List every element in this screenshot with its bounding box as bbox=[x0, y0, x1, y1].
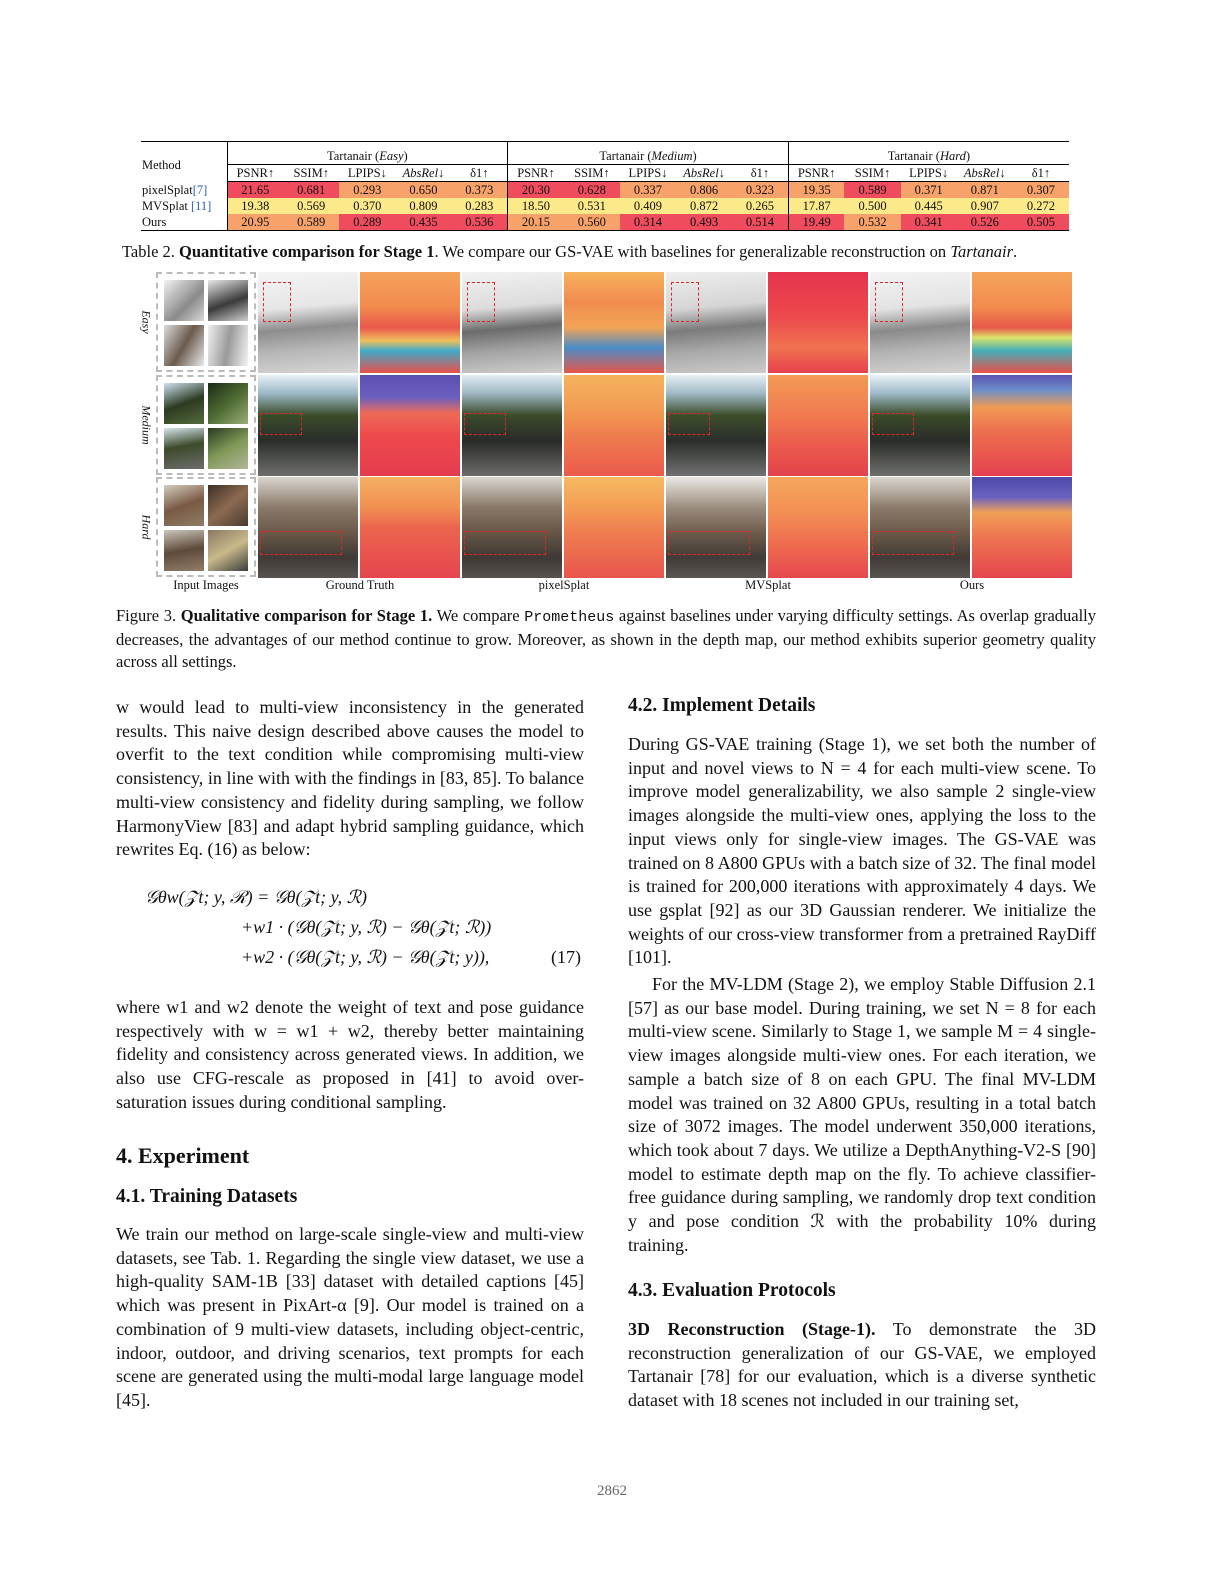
table-cell: 0.493 bbox=[676, 214, 732, 231]
highlight-box bbox=[263, 282, 291, 322]
input-thumb bbox=[164, 530, 204, 571]
rgb-tile-mvsplat-medium bbox=[666, 375, 766, 476]
table-cell: 0.809 bbox=[395, 198, 451, 214]
input-thumb bbox=[208, 428, 248, 469]
subsection-heading-evaluation: 4.3. Evaluation Protocols bbox=[628, 1280, 836, 1301]
table-cell: 0.307 bbox=[1013, 182, 1069, 199]
rgb-tile-ours-easy bbox=[870, 272, 970, 373]
equation-line-1: 𝒢θw(𝒵t; y, ℛ) = 𝒢θ(𝒵t; y, ℛ) bbox=[145, 887, 367, 907]
table-cell: 18.50 bbox=[508, 198, 564, 214]
equation-line-2: +w1 · (𝒢θ(𝒵t; y, ℛ) − 𝒢θ(𝒵t; ℛ)) bbox=[241, 917, 492, 937]
table-cell: 0.371 bbox=[901, 182, 957, 199]
equation-line-3: +w2 · (𝒢θ(𝒵t; y, ℛ) − 𝒢θ(𝒵t; y)), bbox=[241, 947, 490, 967]
highlight-box bbox=[872, 531, 954, 555]
right-paragraph-3: 3D Reconstruction (Stage-1). To demonstrate the 3D reconstruction generalization of our GS-VAE, we employed Tartanair [78] for our evaluation, which is a diverse synthetic dataset with 18 scenes not included in our training set, bbox=[628, 1319, 1096, 1411]
highlight-box bbox=[668, 531, 750, 555]
highlight-box bbox=[260, 413, 302, 435]
table-cell: 0.409 bbox=[620, 198, 676, 214]
input-thumb bbox=[164, 325, 204, 366]
highlight-box bbox=[260, 531, 342, 555]
depth-tile-gt-hard bbox=[360, 477, 460, 578]
highlight-box bbox=[464, 531, 546, 555]
input-thumb bbox=[164, 485, 204, 526]
rgb-tile-gt-hard bbox=[258, 477, 358, 578]
rgb-tile-gt-easy bbox=[258, 272, 358, 373]
table-cell: 0.370 bbox=[339, 198, 395, 214]
page-number: 2862 bbox=[597, 1483, 627, 1499]
input-thumb bbox=[208, 325, 248, 366]
table-cell: 0.681 bbox=[283, 182, 339, 199]
metric-header: PSNR↑ bbox=[788, 165, 844, 182]
table-cell: 0.806 bbox=[676, 182, 732, 199]
table-row bbox=[141, 214, 1069, 231]
depth-tile-pixelsplat-easy bbox=[564, 272, 664, 373]
table-cell: 19.35 bbox=[788, 182, 844, 199]
table-cell: 0.505 bbox=[1013, 214, 1069, 231]
col-label-ground-truth: Ground Truth bbox=[325, 578, 395, 592]
rgb-tile-ours-hard bbox=[870, 477, 970, 578]
metric-header: LPIPS↓ bbox=[339, 165, 395, 182]
table-cell: 0.323 bbox=[732, 182, 788, 199]
table-cell: 0.531 bbox=[564, 198, 620, 214]
depth-tile-gt-easy bbox=[360, 272, 460, 373]
table-cell: 19.38 bbox=[227, 198, 283, 214]
table-cell: 20.15 bbox=[508, 214, 564, 231]
metric-header-row bbox=[141, 165, 1069, 182]
rgb-tile-pixelsplat-hard bbox=[462, 477, 562, 578]
rgb-tile-pixelsplat-easy bbox=[462, 272, 562, 373]
input-thumb bbox=[164, 383, 204, 424]
right-paragraph-1: During GS-VAE training (Stage 1), we set both the number of input and novel views to N = 4 for each multi-view scene. To improve model generalizability, we also sample 2 single-view images alongside the multi-view ones, applying the loss to the input views only for single-view images. The GS-VAE was trained on 8 A800 GPUs with a batch size of 32. The final model is trained for 200,000 iterations with approximately 4 days. We use gsplat [92] as our 3D Gaussian renderer. We initialize the weights of our cross-view transformer from a pretrained RayDiff [101]. bbox=[628, 734, 1096, 968]
table-cell: 21.65 bbox=[227, 182, 283, 199]
input-thumb bbox=[208, 530, 248, 571]
row-label-easy: Easy bbox=[139, 310, 154, 334]
input-thumb bbox=[164, 280, 204, 321]
input-images-medium bbox=[156, 375, 256, 475]
metric-header: SSIM↑ bbox=[564, 165, 620, 182]
metric-header: PSNR↑ bbox=[227, 165, 283, 182]
metric-header: LPIPS↓ bbox=[620, 165, 676, 182]
metric-header: LPIPS↓ bbox=[901, 165, 957, 182]
method-name: pixelSplat[7] bbox=[142, 182, 208, 197]
metric-header: δ1↑ bbox=[732, 165, 788, 182]
equation-number: (17) bbox=[551, 947, 581, 967]
highlight-box bbox=[872, 413, 914, 435]
input-thumb bbox=[164, 428, 204, 469]
rgb-tile-mvsplat-easy bbox=[666, 272, 766, 373]
table-cell: 0.500 bbox=[844, 198, 900, 214]
table-cell: 17.87 bbox=[788, 198, 844, 214]
highlight-box bbox=[875, 282, 903, 322]
left-paragraph-1: w would lead to multi-view inconsistency in the generated results. This naive design described above causes the model to overfit to the text condition while compromising multi-view consistency, in line with with the findings in [83, 85]. To balance multi-view consistency and fidelity during sampling, we follow HarmonyView [83] and adapt hybrid sampling guidance, which rewrites Eq. (16) as below: bbox=[116, 697, 584, 860]
input-thumb bbox=[208, 485, 248, 526]
figure-caption: Figure 3. Qualitative comparison for Stage 1. We compare Prometheus against baselines under varying difficulty settings. As overlap gradually decreases, the advantages of our method continue to grow. Moreover, as shown in the depth map, our method exhibits superior geometry quality across all settings. bbox=[116, 606, 1097, 671]
highlight-box bbox=[671, 282, 699, 322]
row-label-hard: Hard bbox=[139, 514, 154, 540]
col-label-input: Input Images bbox=[173, 578, 239, 592]
subsection-heading-implement: 4.2. Implement Details bbox=[628, 695, 816, 716]
depth-tile-pixelsplat-hard bbox=[564, 477, 664, 578]
results-table bbox=[141, 141, 1069, 231]
table-cell: 0.569 bbox=[283, 198, 339, 214]
table-cell: 0.871 bbox=[957, 182, 1013, 199]
table-cell: 0.435 bbox=[395, 214, 451, 231]
metric-header: PSNR↑ bbox=[508, 165, 564, 182]
table-cell: 0.560 bbox=[564, 214, 620, 231]
input-images-hard bbox=[156, 477, 256, 577]
right-paragraph-2: For the MV-LDM (Stage 2), we employ Stable Diffusion 2.1 [57] as our base model. During training, we set N = 8 for each multi-view scene. Similarly to Stage 1, we sample M = 4 single-view images alongside multi-view ones. For each iteration, we sample a batch size of 8 on each GPU. The final MV-LDM model was trained on 32 A800 GPUs, resulting in a total batch size of 3072 images. The model underwent 350,000 iterations, which took about 7 days. We utilize a DepthAnything-V2-S [90] model to estimate depth map on the fly. To achieve classifier-free guidance during sampling, we randomly drop text condition y and pose condition ℛ with the probability 10% during training. bbox=[628, 974, 1096, 1255]
left-paragraph-2: where w1 and w2 denote the weight of text and pose guidance respectively with w = w1 + w2, thereby better maintaining fidelity and consistency across generated views. In addition, we also use CFG-rescale as proposed in [41] to avoid over-saturation issues during conditional sampling. bbox=[116, 997, 584, 1112]
group-header-medium: Tartanair (Medium) bbox=[508, 142, 789, 165]
table-cell: 0.526 bbox=[957, 214, 1013, 231]
rgb-tile-mvsplat-hard bbox=[666, 477, 766, 578]
table-cell: 0.283 bbox=[452, 198, 508, 214]
table-cell: 0.589 bbox=[844, 182, 900, 199]
depth-tile-mvsplat-hard bbox=[768, 477, 868, 578]
input-images-easy bbox=[156, 272, 256, 372]
col-label-ours: Ours bbox=[959, 578, 985, 592]
table-cell: 19.49 bbox=[788, 214, 844, 231]
depth-tile-pixelsplat-medium bbox=[564, 375, 664, 476]
group-header-hard: Tartanair (Hard) bbox=[788, 142, 1069, 165]
table-caption: Table 2. Quantitative comparison for Stage 1. We compare our GS-VAE with baselines for generalizable reconstruction on Tartanair. bbox=[122, 242, 1018, 261]
method-name: MVSplat [11] bbox=[142, 199, 212, 213]
table-cell: 0.293 bbox=[339, 182, 395, 199]
table-cell: 0.650 bbox=[395, 182, 451, 199]
row-label-medium: Medium bbox=[139, 405, 154, 445]
metric-header: SSIM↑ bbox=[283, 165, 339, 182]
left-paragraph-3: We train our method on large-scale single-view and multi-view datasets, see Tab. 1. Regarding the single view dataset, we use a high-quality SAM-1B [33] dataset with detailed captions [45] which was present in PixArt-α [9]. Our model is trained on a combination of 9 multi-view datasets, including object-centric, indoor, outdoor, and driving scenarios, text prompts for each scene are generated using the multi-modal large language model [45]. bbox=[116, 1224, 584, 1410]
metric-header: AbsRel↓ bbox=[957, 165, 1013, 182]
table-cell: 0.532 bbox=[844, 214, 900, 231]
table-cell: 0.265 bbox=[732, 198, 788, 214]
metric-header: AbsRel↓ bbox=[395, 165, 451, 182]
method-header: Method bbox=[141, 142, 227, 182]
col-label-pixelsplat: pixelSplat bbox=[538, 578, 590, 592]
input-thumb bbox=[208, 280, 248, 321]
table-cell: 0.514 bbox=[732, 214, 788, 231]
table-cell: 0.373 bbox=[452, 182, 508, 199]
rgb-tile-ours-medium bbox=[870, 375, 970, 476]
metric-header: SSIM↑ bbox=[844, 165, 900, 182]
table-cell: 0.289 bbox=[339, 214, 395, 231]
table-cell: 0.272 bbox=[1013, 198, 1069, 214]
depth-tile-gt-medium bbox=[360, 375, 460, 476]
table-cell: 0.337 bbox=[620, 182, 676, 199]
depth-tile-mvsplat-easy bbox=[768, 272, 868, 373]
depth-tile-ours-hard bbox=[972, 477, 1072, 578]
table-cell: 0.872 bbox=[676, 198, 732, 214]
table-row bbox=[141, 198, 1069, 214]
group-header-easy: Tartanair (Easy) bbox=[227, 142, 508, 165]
section-heading-experiment: 4. Experiment bbox=[116, 1143, 250, 1168]
highlight-box bbox=[464, 413, 506, 435]
highlight-box bbox=[668, 413, 710, 435]
table-cell: 20.95 bbox=[227, 214, 283, 231]
depth-tile-ours-easy bbox=[972, 272, 1072, 373]
rgb-tile-pixelsplat-medium bbox=[462, 375, 562, 476]
table-cell: 0.341 bbox=[901, 214, 957, 231]
metric-header: δ1↑ bbox=[1013, 165, 1069, 182]
col-label-mvsplat: MVSplat bbox=[745, 578, 791, 592]
table-cell: 0.314 bbox=[620, 214, 676, 231]
metric-header: AbsRel↓ bbox=[676, 165, 732, 182]
table-cell: 20.30 bbox=[508, 182, 564, 199]
table-cell: 0.589 bbox=[283, 214, 339, 231]
depth-tile-mvsplat-medium bbox=[768, 375, 868, 476]
rgb-tile-gt-medium bbox=[258, 375, 358, 476]
highlight-box bbox=[467, 282, 495, 322]
depth-tile-ours-medium bbox=[972, 375, 1072, 476]
table-cell: 0.536 bbox=[452, 214, 508, 231]
table-row bbox=[141, 182, 1069, 199]
table-cell: 0.628 bbox=[564, 182, 620, 199]
metric-header: δ1↑ bbox=[452, 165, 508, 182]
method-name: Ours bbox=[141, 214, 227, 231]
table-cell: 0.907 bbox=[957, 198, 1013, 214]
table-cell: 0.445 bbox=[901, 198, 957, 214]
input-thumb bbox=[208, 383, 248, 424]
subsection-heading-datasets: 4.1. Training Datasets bbox=[116, 1186, 298, 1207]
